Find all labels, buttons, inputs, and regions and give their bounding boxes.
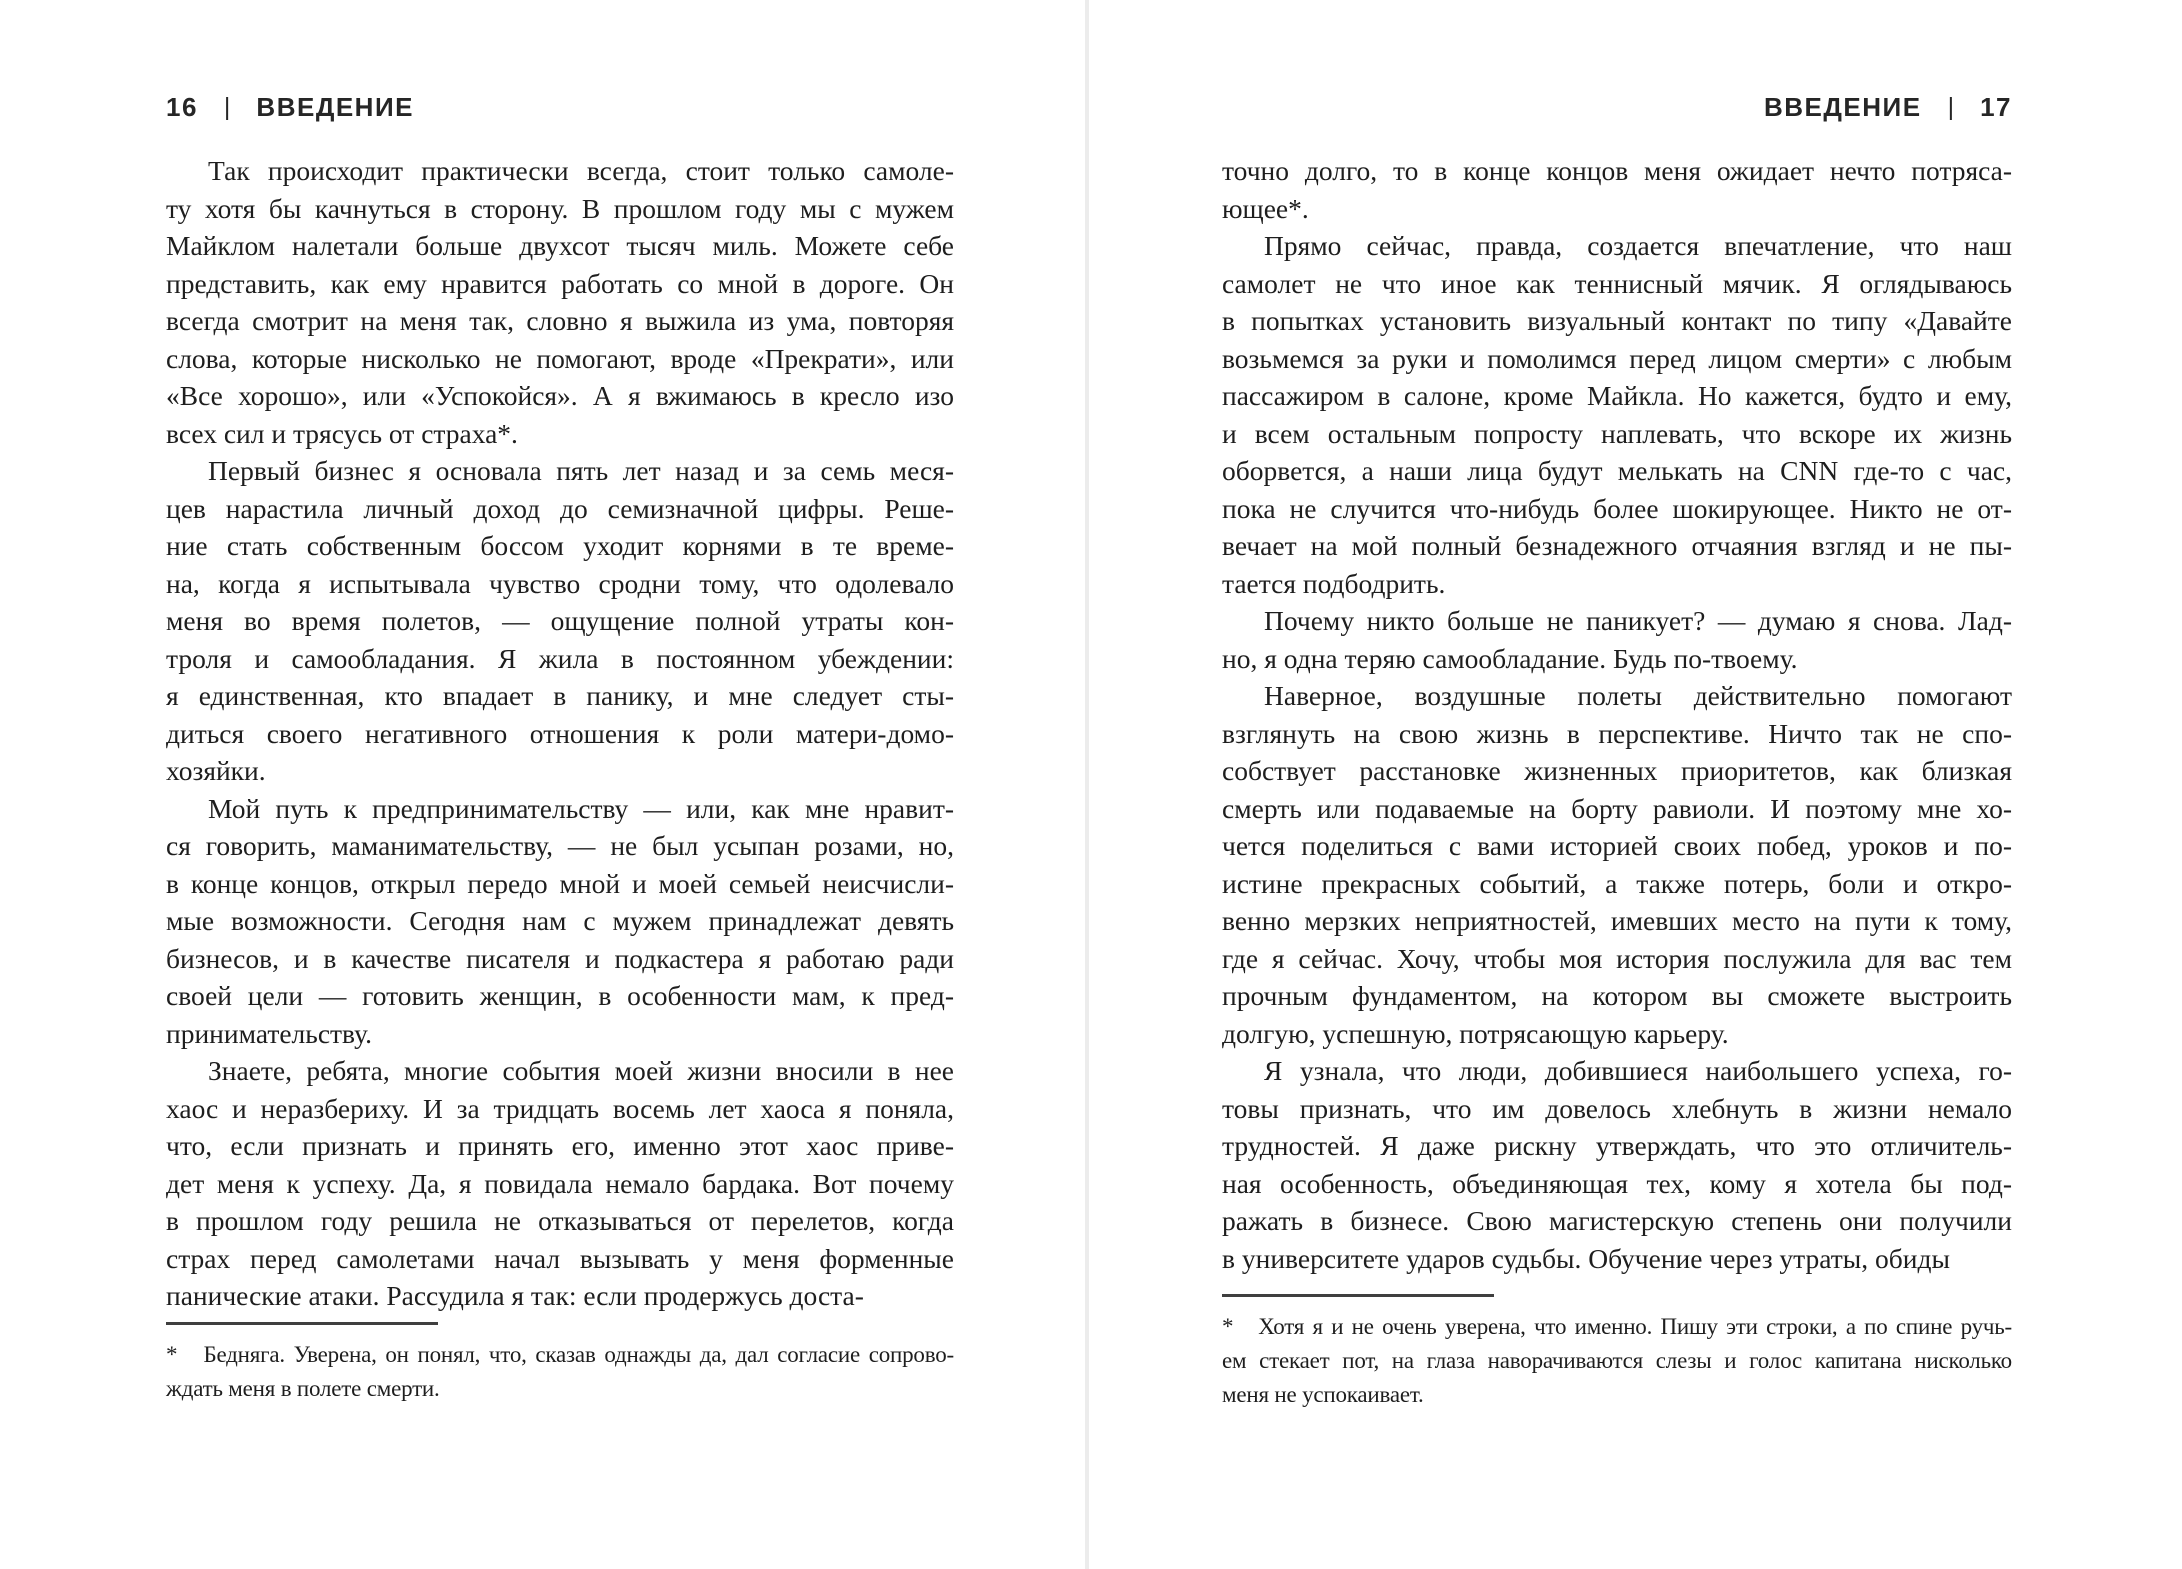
text-line: хозяйки.: [166, 755, 266, 786]
text-line: меня во время полетов, — ощущение полной утраты кон-: [166, 605, 954, 636]
text-line: в прошлом году решила не отказываться от перелетов, когда: [166, 1205, 954, 1236]
paragraph: [1222, 152, 2012, 227]
text-line: Прямо сейчас, правда, создается впечатление, что наш: [1264, 230, 2012, 261]
running-head-left: [166, 92, 954, 123]
page-left: [166, 0, 954, 1569]
text-line: в университете ударов судьбы. Обучение через утраты, обиды: [1222, 1242, 1950, 1274]
text-line: Так происходит практически всегда, стоит только самоле-: [208, 155, 954, 186]
footnote-text: [1222, 1310, 2012, 1412]
page-number: 16: [166, 92, 198, 122]
text-line: Майклом налетали больше двухсот тысяч миль. Можете себе: [166, 230, 954, 261]
paragraph: [1222, 227, 2012, 602]
text-line: Наверное, воздушные полеты действительно помогают: [1264, 680, 2012, 711]
footnote-right: [1222, 1294, 2012, 1412]
text-line: в конце концов, открыл передо мной и моей семьей неисчисли-: [166, 867, 954, 899]
running-title: ВВЕДЕНИЕ: [256, 92, 414, 122]
text-line: ем стекает пот, на глаза наворачиваются слезы и голос капитана нисколько: [1222, 1348, 2012, 1373]
text-line: пока не случится что-нибудь более шокирующее. Никто не от-: [1222, 492, 2012, 524]
text-line: своей цели — готовить женщин, в особенности мам, к пред-: [166, 980, 954, 1011]
text-line: ющее*.: [1222, 192, 1309, 224]
footnote-text: [166, 1338, 954, 1406]
text-line: ражать в бизнесе. Свою магистерскую степень они получили: [1222, 1205, 2012, 1236]
text-line: товы признать, что им довелось хлебнуть в жизни немало: [1222, 1092, 2012, 1124]
text-line: и всем остальным попросту наплевать, что вскоре их жизнь: [1222, 417, 2012, 449]
footnote-left: [166, 1322, 954, 1406]
paragraph: [166, 790, 954, 1053]
text-line: Первый бизнес я основала пять лет назад и за семь меся-: [208, 455, 954, 486]
page-body-left: [166, 152, 954, 1315]
text-line: страх перед самолетами начал вызывать у меня форменные: [166, 1242, 954, 1274]
text-line: собствует расстановке жизненных приоритетов, как близкая: [1222, 755, 2012, 786]
paragraph: [166, 1052, 954, 1315]
footnote-rule: [166, 1322, 438, 1325]
text-line: хаос и неразбериху. И за тридцать восемь лет хаоса я поняла,: [166, 1092, 954, 1124]
header-separator: |: [223, 93, 231, 121]
text-line: мые возможности. Сегодня нам с мужем принадлежат девять: [166, 905, 954, 936]
running-title: ВВЕДЕНИЕ: [1764, 92, 1922, 122]
paragraph: [166, 152, 954, 452]
page-gutter-divider: [1085, 0, 1089, 1569]
text-line: Почему никто больше не паникует? — думаю я снова. Лад-: [1264, 605, 2012, 636]
text-line: но, я одна теряю самообладание. Будь по-твоему.: [1222, 642, 1798, 674]
text-line: цев нарастила личный доход до семизначной цифры. Реше-: [166, 492, 954, 524]
text-line: на, когда я испытывала чувство сродни тому, что одолевало: [166, 567, 954, 599]
text-line: в попытках установить визуальный контакт по типу «Давайте: [1222, 305, 2012, 336]
paragraph: [1222, 677, 2012, 1052]
paragraph: [1222, 1052, 2012, 1277]
page-number: 17: [1980, 92, 2012, 122]
text-line: * Бедняга. Уверена, он понял, что, сказав однажды да, дал согласие сопрово-: [166, 1342, 954, 1367]
text-line: ту хотя бы качнуться в сторону. В прошлом году мы с мужем: [166, 192, 954, 224]
text-line: меня не успокаивает.: [1222, 1382, 1424, 1407]
text-line: слова, которые нисколько не помогают, вроде «Прекрати», или: [166, 342, 954, 374]
text-line: дет меня к успеху. Да, я повидала немало бардака. Вот почему: [166, 1167, 954, 1199]
text-line: ние стать собственным боссом уходит корнями в те време-: [166, 530, 954, 561]
text-line: панические атаки. Рассудила я так: если продержусь доста-: [166, 1280, 864, 1311]
text-line: Я узнала, что люди, добившиеся наибольшего успеха, го-: [1264, 1055, 2012, 1086]
text-line: Знаете, ребята, многие события моей жизни вносили в нее: [208, 1055, 954, 1086]
text-line: пассажиром в салоне, кроме Майкла. Но кажется, будто и ему,: [1222, 380, 2012, 411]
page-body-right: [1222, 152, 2012, 1277]
text-line: точно долго, то в конце концов меня ожидает нечто потряса-: [1222, 155, 2012, 186]
text-line: долгую, успешную, потрясающую карьеру.: [1222, 1017, 1729, 1049]
text-line: ная особенность, объединяющая тех, кому я хотела бы под-: [1222, 1167, 2012, 1199]
text-line: тается подбодрить.: [1222, 567, 1446, 599]
text-line: где я сейчас. Хочу, чтобы моя история послужила для вас тем: [1222, 942, 2012, 974]
text-line: смерть или подаваемые на борту равиоли. И поэтому мне хо-: [1222, 792, 2012, 824]
text-line: ждать меня в полете смерти.: [166, 1376, 440, 1401]
text-line: «Все хорошо», или «Успокойся». А я вжимаюсь в кресло изо: [166, 380, 954, 411]
text-line: ся говорить, маманимательству, — не был усыпан розами, но,: [166, 830, 954, 861]
footnote-rule: [1222, 1294, 1494, 1297]
header-separator: |: [1947, 93, 1955, 121]
text-line: самолет не что иное как теннисный мячик. Я оглядываюсь: [1222, 267, 2012, 299]
text-line: вечает на мой полный безнадежного отчаяния взгляд и не пы-: [1222, 530, 2012, 561]
text-line: всех сил и трясусь от страха*.: [166, 417, 518, 449]
text-line: трудностей. Я даже рискну утверждать, что это отличитель-: [1222, 1130, 2012, 1161]
text-line: прочным фундаментом, на котором вы сможете выстроить: [1222, 980, 2012, 1011]
text-line: представить, как ему нравится работать со мной в дороге. Он: [166, 267, 954, 299]
page-right: [1222, 0, 2012, 1569]
text-line: бизнесов, и в качестве писателя и подкастера я работаю ради: [166, 942, 954, 974]
text-line: чется поделиться с вами историей своих побед, уроков и по-: [1222, 830, 2012, 861]
text-line: я единственная, кто впадает в панику, и мне следует сты-: [166, 680, 954, 711]
text-line: венно мерзких неприятностей, имевших место на пути к тому,: [1222, 905, 2012, 936]
text-line: взглянуть на свою жизнь в перспективе. Ничто так не спо-: [1222, 717, 2012, 749]
text-line: троля и самообладания. Я жила в постоянном убеждении:: [166, 642, 954, 674]
running-head-right: [1222, 92, 2012, 123]
text-line: * Хотя я и не очень уверена, что именно. Пишу эти строки, а по спине ручь-: [1222, 1314, 2012, 1339]
paragraph: [1222, 602, 2012, 677]
paragraph: [166, 452, 954, 790]
text-line: Мой путь к предпринимательству — или, как мне нравит-: [208, 792, 954, 824]
text-line: что, если признать и принять его, именно этот хаос приве-: [166, 1130, 954, 1161]
text-line: истине прекрасных событий, а также потерь, боли и откро-: [1222, 867, 2012, 899]
text-line: всегда смотрит на меня так, словно я выжила из ума, повторяя: [166, 305, 954, 336]
text-line: принимательству.: [166, 1017, 372, 1049]
text-line: диться своего негативного отношения к роли матери-домо-: [166, 717, 954, 749]
text-line: возьмемся за руки и помолимся перед лицом смерти» с любым: [1222, 342, 2012, 374]
text-line: оборвется, а наши лица будут мелькать на CNN где-то с час,: [1222, 455, 2012, 486]
